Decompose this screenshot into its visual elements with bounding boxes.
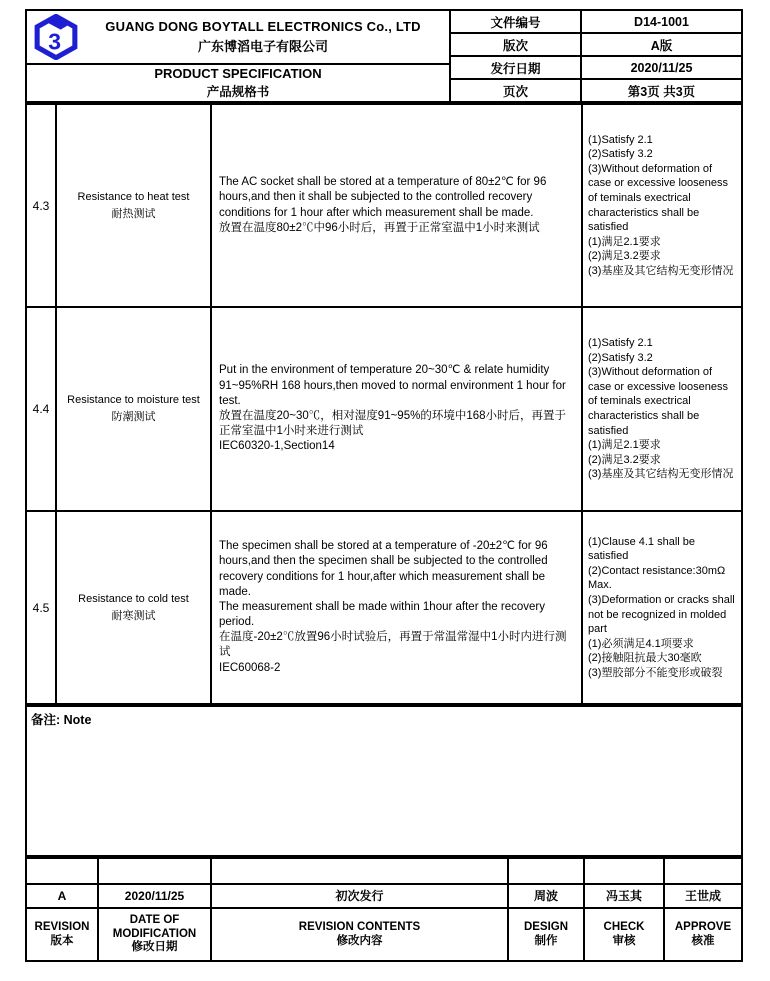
revision-entry-design: 周波 (509, 885, 583, 907)
revision-header-line: 核准 (691, 934, 715, 947)
document-title-en: PRODUCT SPECIFICATION (154, 66, 322, 81)
page-number-label: 页次 (451, 80, 580, 101)
test-name-cell (57, 105, 210, 306)
test-req-line: (3)Without deformation of case or excessive looseness of teminals exectrical characteristics shall be satisfied (588, 366, 729, 437)
revision-header-line: 修改日期 (131, 941, 178, 954)
doc-version-label: 版次 (451, 34, 580, 55)
doc-number-label: 文件编号 (451, 11, 580, 32)
note-label: 备注: Note (31, 713, 92, 727)
test-req-line: (1)Satisfy 2.1 (588, 133, 653, 146)
company-name-cn: 广东博滔电子有限公司 (197, 39, 328, 54)
company-name-en: GUANG DONG BOYTALL ELECTRONICS Co., LTD (105, 19, 421, 34)
test-req-line: (3)基座及其它结构无变形情况 (588, 264, 734, 277)
test-desc-line: 放置在温度80±2℃中96小时后，再置于正常室温中1小时来测试 (219, 221, 540, 234)
page-number-value: 第3页 共3页 (582, 80, 741, 101)
issue-date-label: 发行日期 (451, 57, 580, 78)
test-desc-line: The specimen shall be stored at a temperature of -20±2℃ for 96 hours,and then the specimen shall be subjected to the controlled recovery conditions for 1 hour,after which measurement shall be made. (219, 540, 548, 598)
test-name-cell (57, 308, 210, 510)
note-section (25, 705, 743, 857)
test-req-line: (1)满足2.1要求 (588, 439, 661, 452)
test-desc-line: 放置在温度20~30℃，相对湿度91~95%的环境中168小时后，再置于正常室温中1小时来进行测试 (219, 410, 567, 438)
test-name-cn: 防潮测试 (111, 411, 156, 423)
test-req-line: (3)基座及其它结构无变形情况 (588, 468, 734, 481)
test-req-line: (1)Clause 4.1 shall be satisfied (588, 535, 696, 563)
test-req-line: (3)Deformation or cracks shall not be recognized in molded part (588, 593, 735, 636)
revision-header-line: 审核 (612, 934, 636, 947)
test-desc-line: 在温度-20±2℃放置96小时试验后，再置于常温常湿中1小时内进行测试 (219, 631, 567, 659)
revision-header-line: 版本 (50, 934, 74, 947)
revision-header-check (585, 909, 663, 960)
revision-header-line: REVISION (34, 920, 90, 933)
test-req-line: (1)Satisfy 2.1 (588, 337, 653, 350)
revision-entry-date: 2020/11/25 (99, 885, 210, 907)
revision-entry-rev: A (27, 885, 97, 907)
company-logo-icon (33, 14, 79, 60)
test-req-line: (2)接触阻抗最大30毫欧 (588, 652, 702, 665)
test-spec-table (25, 103, 743, 705)
doc-number-value: D14-1001 (582, 11, 741, 32)
test-desc-line: The AC socket shall be stored at a temperature of 80±2℃ for 96 hours,and then it shall be subjected to the controlled recovery conditions for 1 hour after which measurement shall be made. (219, 176, 547, 219)
test-req-line: (1)必须满足4.1项要求 (588, 637, 694, 650)
revision-header-line: APPROVE (674, 920, 732, 933)
document-title-block (27, 65, 449, 101)
test-req-line: (2)Contact resistance:30mΩ Max. (588, 564, 726, 592)
revision-empty-cell (212, 859, 507, 883)
test-req-line: (3)Without deformation of case or excessive looseness of teminals exectrical characteristics shall be satisfied (588, 162, 729, 234)
revision-header-line: CHECK (603, 920, 645, 933)
test-requirement-cell (583, 308, 741, 510)
test-req-line: (2)Satisfy 3.2 (588, 148, 653, 161)
revision-header-contents (212, 909, 507, 960)
revision-header-design (509, 909, 583, 960)
revision-empty-cell (509, 859, 583, 883)
revision-header-line: DATE OF (129, 914, 180, 927)
revision-table (25, 857, 743, 962)
revision-header-revision (27, 909, 97, 960)
logo-glyph: 3 (48, 28, 62, 55)
revision-header-date (99, 909, 210, 960)
revision-header-line: DESIGN (523, 920, 569, 933)
test-desc-line: IEC60320-1,Section14 (219, 440, 335, 453)
revision-empty-cell (99, 859, 210, 883)
revision-entry-check: 冯玉其 (585, 885, 663, 907)
test-desc-line: IEC60068-2 (219, 661, 281, 674)
test-row-number: 4.4 (27, 308, 55, 510)
revision-header-line: REVISION CONTENTS (298, 920, 421, 933)
company-block (27, 11, 449, 63)
revision-empty-cell (585, 859, 663, 883)
test-req-line: (3)塑胶部分不能变形或破裂 (588, 666, 723, 679)
revision-entry-contents: 初次发行 (212, 885, 507, 907)
header-left (27, 11, 449, 101)
test-row-number: 4.5 (27, 512, 55, 703)
test-name-cn: 耐热测试 (111, 207, 156, 220)
company-names (83, 19, 443, 55)
test-description-cell (212, 308, 581, 510)
test-req-line: (2)满足3.2要求 (588, 453, 661, 466)
document-title-cn: 产品规格书 (206, 85, 270, 99)
test-name-en: Resistance to cold test (78, 592, 189, 605)
document-header (25, 9, 743, 103)
test-name-en: Resistance to moisture test (67, 394, 200, 406)
test-name-cn: 耐寒测试 (111, 609, 156, 622)
test-req-line: (2)Satisfy 3.2 (588, 351, 653, 364)
test-req-line: (2)满足3.2要求 (588, 250, 661, 263)
test-row-number: 4.3 (27, 105, 55, 306)
test-req-line: (1)满足2.1要求 (588, 235, 661, 248)
test-requirement-cell (583, 105, 741, 306)
test-desc-line: The measurement shall be made within 1hour after the recovery period. (219, 600, 545, 629)
issue-date-value: 2020/11/25 (582, 57, 741, 78)
test-description-cell (212, 512, 581, 703)
doc-version-value: A版 (582, 34, 741, 55)
revision-entry-approve: 王世成 (665, 885, 741, 907)
revision-header-line: 修改内容 (336, 934, 383, 947)
revision-empty-cell (665, 859, 741, 883)
revision-empty-cell (27, 859, 97, 883)
revision-header-line: MODIFICATION (112, 927, 197, 940)
test-description-cell (212, 105, 581, 306)
revision-header-line: 制作 (534, 934, 558, 947)
document-info-table (451, 11, 741, 101)
revision-header-approve (665, 909, 741, 960)
test-requirement-cell (583, 512, 741, 703)
test-name-en: Resistance to heat test (77, 190, 190, 203)
test-name-cell (57, 512, 210, 703)
test-desc-line: Put in the environment of temperature 20~30℃ & relate humidity 91~95%RH 168 hours,then moved to normal environment 1 hour for test. (219, 364, 566, 407)
